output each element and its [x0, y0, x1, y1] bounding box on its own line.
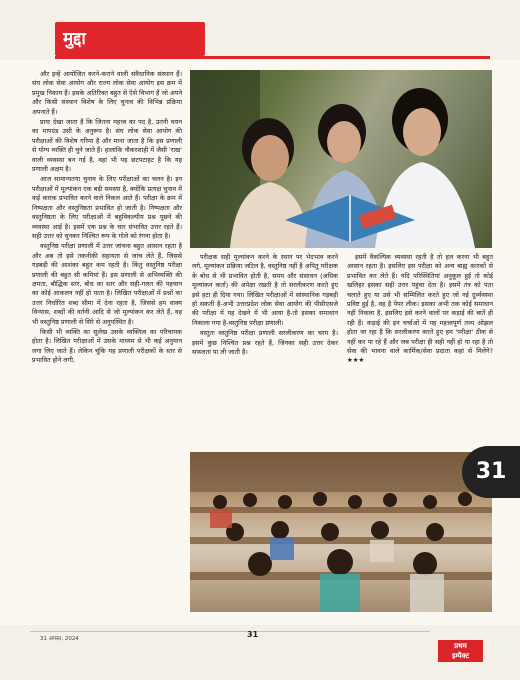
paragraph: परीक्षक सही मूल्यांकन करने के स्थान पर भेदभाव करने लगे, मूल्यांकन प्रक्रिया जटिल है, वस्तुनिष्ठ नहीं है अपितु परीक्षक के बोध से भी प्रभावित होती है, समय और संसाधन (अधिक मूल्यांकन कर्ता) की अपेक्षा रखती है तो सरलीकरण करते हुए इसे हटा ही दिया गया। लिखित परीक्षाओं में सांस्थानिक गड़बड़ी हो सकती है-अभी उत्तरप्रदेश लोक सेवा आयोग की पीसीएसजे की परीक्षा में यह देखने में भी आया है-तो इसका समाधान निकाला गया है-वस्तुनिष्ठ परीक्षा प्रणाली। [192, 253, 338, 327]
article-column-2 [192, 253, 338, 443]
article-column-1 [32, 70, 182, 615]
paragraph: प्रायः देखा जाता है कि जितना महत्त्व का पद है, उतनी चयन का मापदंड उसी के अनुरूप है। संघ लोक सेवा आयोग की परीक्षाओं की विशेष गरिमा है और माना जाता है कि इस प्रणाली से योग्य व्यक्ति ही चुने जाते हैं। हालांकि नौकरशाही में जैसी 'राख' वाली व्यवस्था बन गई है, वहां भी यह छटपटाहट है कि यह प्रणाली अक्षम है। [32, 118, 182, 174]
exam-hall-photo [190, 452, 492, 612]
article-column-3 [347, 253, 493, 443]
page-number-badge: 31 [462, 446, 520, 498]
paragraph: किसी भी व्यक्ति का सुलेख उसके व्यक्तित्व का परिचायक होता है। लिखित परीक्षाओं में उसके माध्यम से भी कई अनुमान लगा लिए जाते हैं। लेकिन चूंकि यह प्रणाली परीक्षकों के स्तर से प्रभावित होने लगी, [32, 327, 182, 365]
section-tab: मुद्दा [55, 22, 205, 56]
paragraph: वस्तुनिष्ठ परीक्षा प्रणाली में उत्तर जांचना बहुत आसान रहता है और अब तो इसे तकनीकी सहायता से जांच लेते हैं, जिससे गड़बड़ी की आशंका बहुत कम रहती है। किंतु वस्तुनिष्ठ परीक्षा प्रणाली की बहुत सी कमियां हैं। इस प्रणाली से अभिव्यक्ति की क्षमता, बौद्धिक स्तर, बोध का स्तर और सही-गलत की पहचान का कोई आकलन नहीं हो पाता है। लिखित परीक्षाओं में प्रश्नों का उत्तर निर्धारित शब्द सीमा में देना रहता है, जिससे हम वाक्य विन्यास, शब्दों की वर्तनी आदि से जो मूल्यांकन कर लेते हैं, वह भी वस्तुनिष्ठ प्रणाली से सिरे से अनुपस्थित है। [32, 242, 182, 326]
header-rule [55, 56, 490, 59]
footer-date: 31 अगस्त, 2024 [40, 636, 79, 642]
logo-line-2: इम्पैक्ट [452, 652, 469, 660]
footer-rule [30, 631, 430, 632]
students-reading-photo [190, 70, 492, 248]
logo-line-1: प्रथम [454, 642, 467, 650]
paragraph: इसमें वैकल्पिक व्यवस्था रहती है तो हल करना भी बहुत आसान रहता है। इसलिए इस परीक्षा को अन्य बाह्य कारकों से प्रभावित कर लेते हैं। यदि परिस्थितियां अनुकूल हुई तो कोई खलिहर इसका सही उत्तर पहुंचा देता है। इसमें तंत्र को पता चलाते हुए या उसे भी सम्मिलित करते हुए जो नई दुर्व्यवस्था प्रविष्ट हुई है, वह है पेपर लीक। इसका अभी तक कोई समाधान नहीं निकला है, इसलिए इसे करने वालों पर कड़ाई की बातें ही रही हैं। कड़ाई की इन चर्चाओं में यह महत्त्वपूर्ण तथ्य ओझल होता जा रहा है कि सरलीकरण करते हुए हम 'परीक्षा' ठीक से नहीं कर पा रहे हैं और जब परीक्षा ही सही नहीं हो पा रहा है तो सेवा की भावना वाले कार्मिक/सेवा प्रदाता कहां से मिलेंगे? ★★★ [347, 253, 493, 365]
paragraph: आज सामान्यतया चुनाव के लिए परीक्षाओं का चलन है। इन परीक्षाओं में मूल्यांकन एक बड़ी समस्या है, क्योंकि प्रत्यक्ष चुनाव में कई कारक प्रभावित करने वाले निकल आते हैं। परीक्षा के क्रम में निष्पक्षता और वस्तुनिष्ठता प्रभावित हो जाती है। निष्पक्षता और वस्तुनिष्ठता के लिए परीक्षाओं में बहुविकल्पीय प्रश्न पूछने की व्यवस्था आई है। इसमें एक प्रश्न के चार संभावित उत्तर रहते हैं। सही उत्तर को चुनकर निश्चित रूप के गोले को रंगना होता है। [32, 175, 182, 240]
paragraph: वस्तुतः वस्तुनिष्ठ परीक्षा प्रणाली सरलीकरण का चरम है। इसमें कुछ निश्चित प्रश्न रहते हैं, जिनका सही उत्तर देकर सफलता पा ली जाती है। [192, 329, 338, 357]
publication-logo [438, 640, 483, 662]
paragraph: और इन्हें आयोजित करने-कराने वाली संवैधानिक संस्थान हैं। संघ लोक सेवा आयोग और राज्य लोक सेवा आयोग इस क्रम में प्रमुख निकाय हैं। इसके अतिरिक्त बहुत से ऐसे विभाग हैं जो अपने और किसी संस्थान विशेष के लिए चुनाव की विभिन्न प्रक्रिया अपनाते हैं। [32, 70, 182, 116]
footer-page-number: 31 [247, 630, 259, 639]
